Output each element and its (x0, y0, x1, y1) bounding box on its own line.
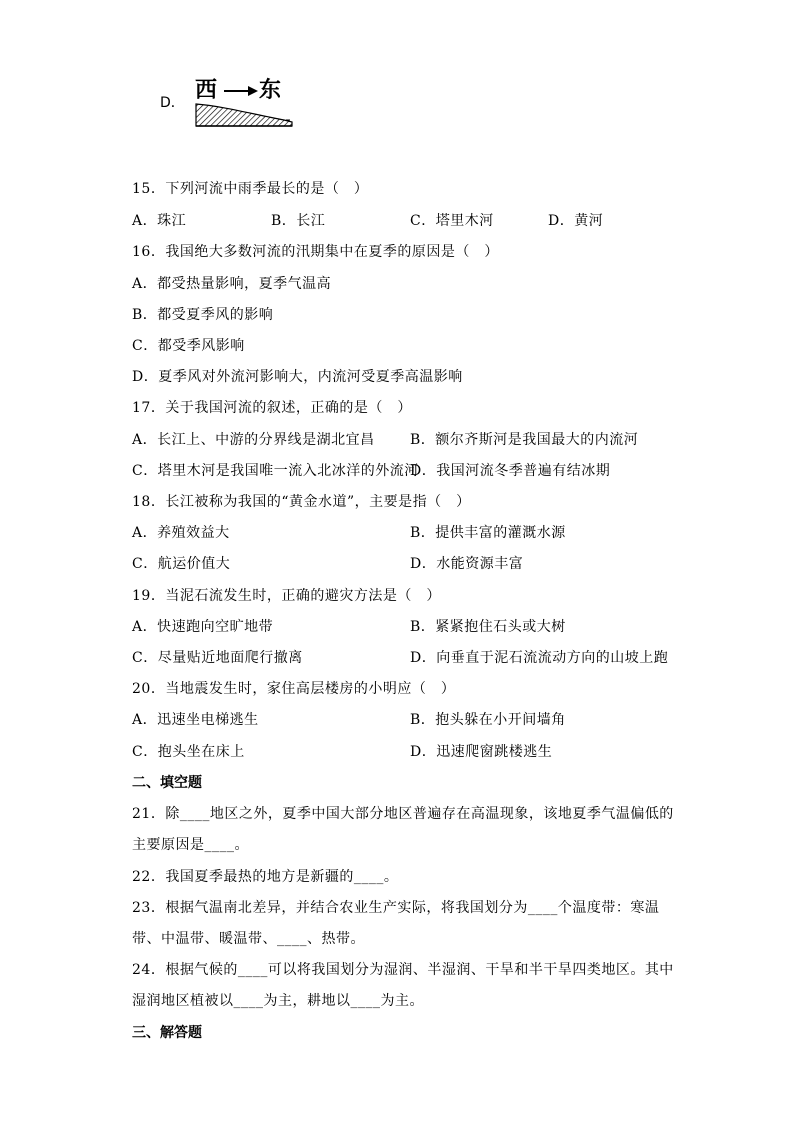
east-label: 东 (259, 77, 282, 103)
q19-option-d: D．向垂直于泥石流流动方向的山坡上跑 (410, 650, 669, 666)
q23-line1: 23．根据气温南北差异，并结合农业生产实际，将我国划分为____个温度带：寒温 (132, 900, 660, 916)
q18-option-a: A．养殖效益大 (132, 525, 230, 541)
q17-option-b: B．额尔齐斯河是我国最大的内流河 (410, 432, 639, 448)
q19-option-a: A．快速跑向空旷地带 (132, 619, 274, 635)
q16-option-b: B．都受夏季风的影响 (132, 307, 274, 323)
q17-option-d: D．我国河流冬季普遍有结冰期 (410, 463, 611, 479)
q17-option-c: C．塔里木河是我国唯一流入北冰洋的外流河 (132, 463, 419, 479)
q19-option-b: B．紧紧抱住石头或大树 (410, 619, 566, 635)
q21-line2: 主要原因是____。 (132, 837, 249, 853)
q23-line2: 带、中温带、暖温带、____、热带。 (132, 931, 365, 947)
terrain-profile-graphic (192, 76, 302, 132)
q20-option-b: B．抱头躲在小开间墙角 (410, 712, 566, 728)
q20-stem: 20．当地震发生时，家住高层楼房的小明应（ ） (132, 681, 456, 697)
option-d-label: D． (160, 95, 185, 111)
q24-line2: 湿润地区植被以____为主，耕地以____为主。 (132, 993, 424, 1009)
terrain-profile-figure (192, 76, 302, 132)
q18-option-d: D．水能资源丰富 (410, 556, 524, 572)
q17-stem: 17．关于我国河流的叙述，正确的是（ ） (132, 400, 412, 416)
q22: 22．我国夏季最热的地方是新疆的____。 (132, 869, 399, 885)
q15-option-c: C．塔里木河 (410, 213, 494, 229)
section3-heading: 三、解答题 (132, 1025, 202, 1041)
q16-option-a: A．都受热量影响，夏季气温高 (132, 276, 332, 292)
q15-stem: 15．下列河流中雨季最长的是（ ） (132, 181, 369, 197)
q16-option-d: D．夏季风对外流河影响大，内流河受夏季高温影响 (132, 369, 463, 385)
q19-stem: 19．当泥石流发生时，正确的避灾方法是（ ） (132, 588, 441, 604)
q21-line1: 21．除____地区之外，夏季中国大部分地区普遍存在高温现象，该地夏季气温偏低的 (132, 806, 674, 822)
q18-option-b: B．提供丰富的灌溉水源 (410, 525, 566, 541)
q15-option-d: D．黄河 (548, 213, 604, 229)
q20-option-d: D．迅速爬窗跳楼逃生 (410, 744, 553, 760)
q15-option-a: A．珠江 (132, 213, 187, 229)
q19-option-c: C．尽量贴近地面爬行撤离 (132, 650, 303, 666)
q20-option-c: C．抱头坐在床上 (132, 744, 245, 760)
q16-stem: 16．我国绝大多数河流的汛期集中在夏季的原因是（ ） (132, 244, 499, 260)
q20-option-a: A．迅速坐电梯逃生 (132, 712, 259, 728)
q24-line1: 24．根据气候的____可以将我国划分为湿润、半湿润、干旱和半干旱四类地区。其中 (132, 962, 674, 978)
q18-stem: 18．长江被称为我国的“黄金水道”，主要是指（ ） (132, 494, 471, 510)
q16-option-c: C．都受季风影响 (132, 338, 245, 354)
q18-option-c: C．航运价值大 (132, 556, 231, 572)
section2-heading: 二、填空题 (132, 775, 202, 791)
west-label: 西 (195, 77, 218, 103)
q15-option-b: B．长江 (271, 213, 326, 229)
q17-option-a: A．长江上、中游的分界线是湖北宜昌 (132, 432, 375, 448)
slope-shape (196, 104, 292, 126)
